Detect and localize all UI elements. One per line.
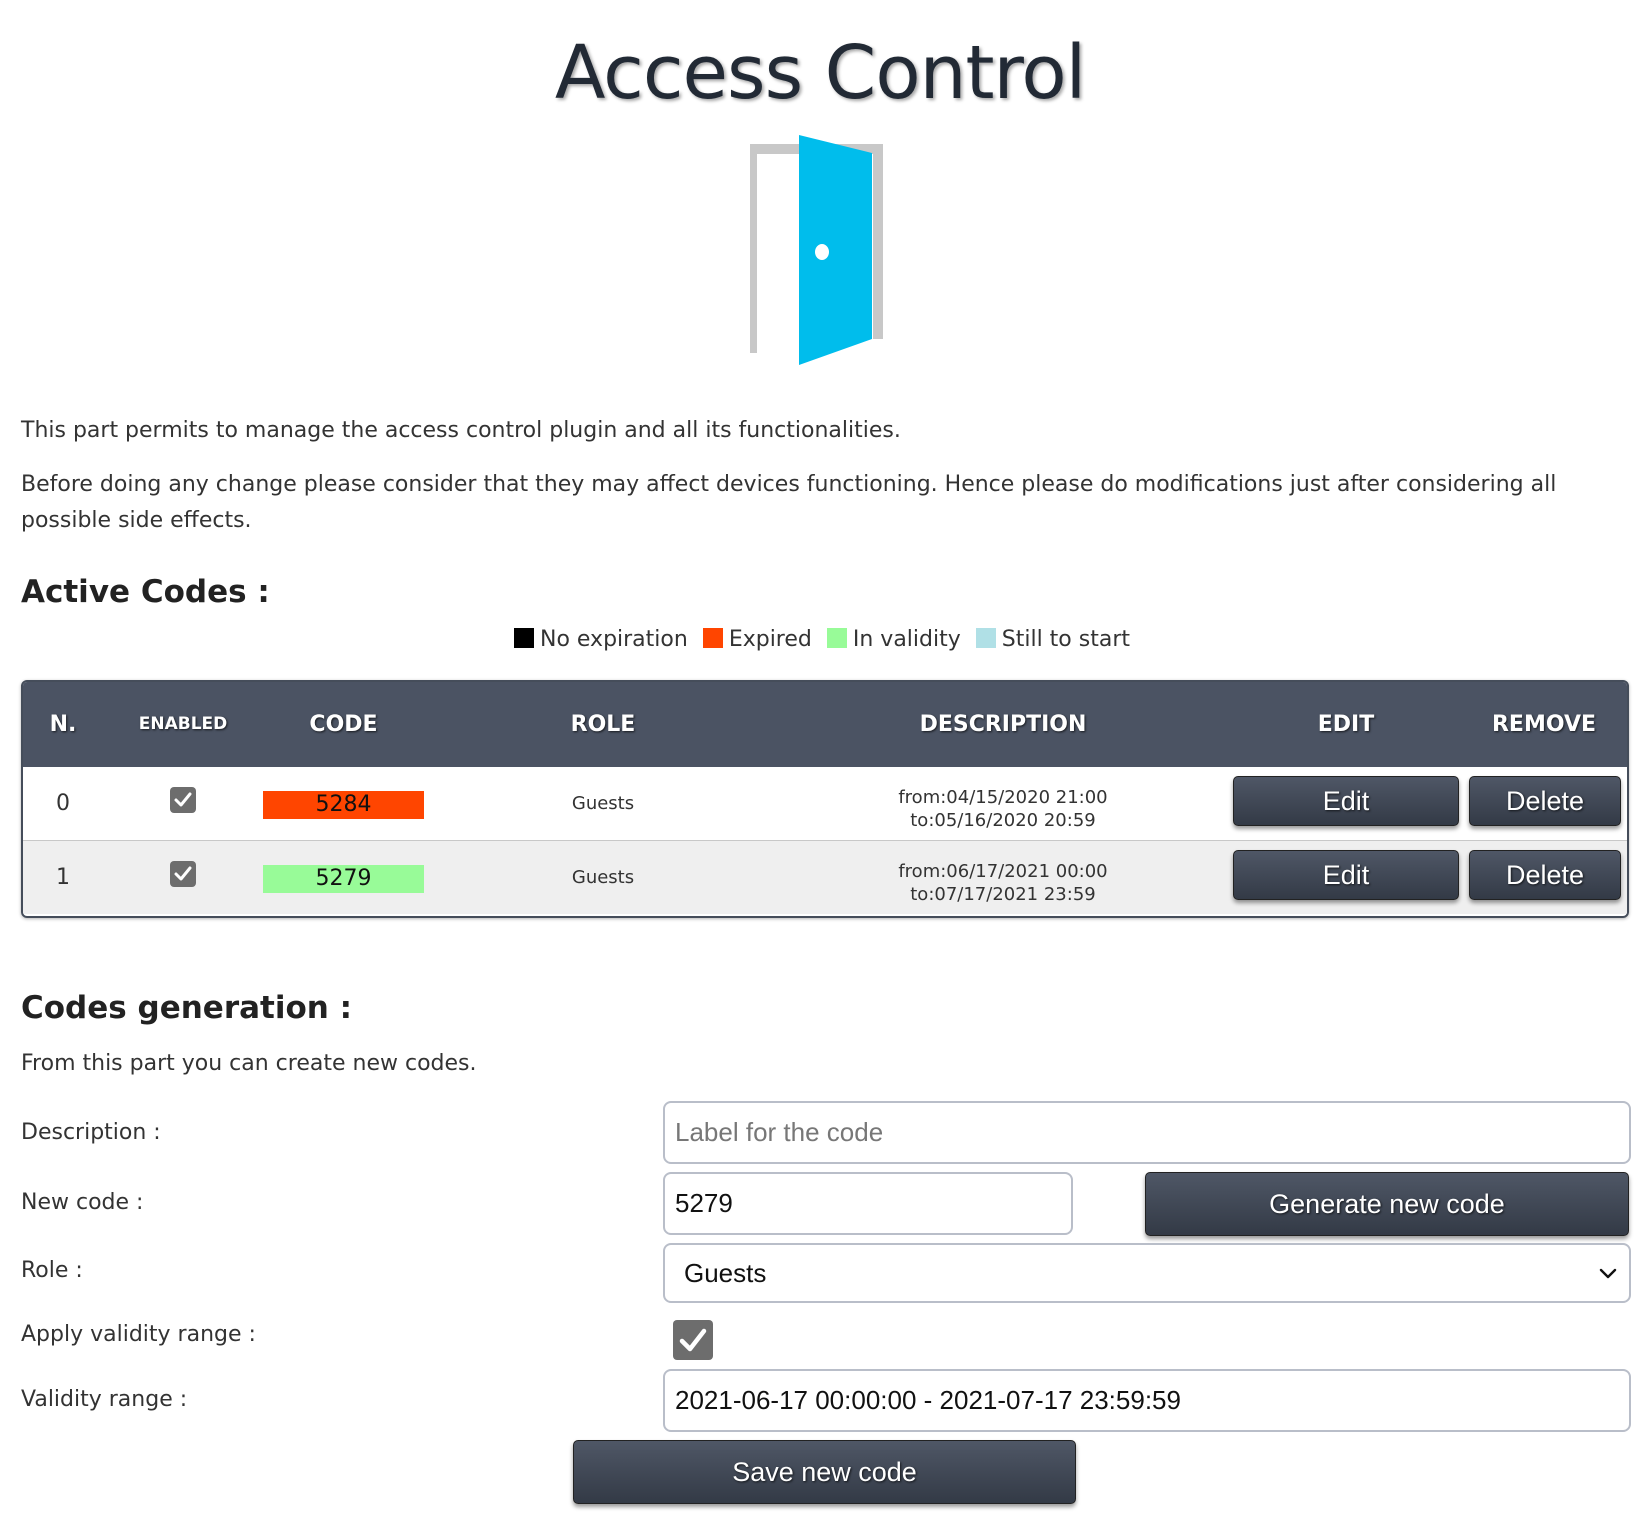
description-cell: [803, 841, 1203, 914]
column-header-role: ROLE: [570, 712, 636, 737]
table-row: [23, 767, 1627, 841]
code-cell: [263, 841, 424, 914]
active-codes-heading: Active Codes :: [21, 574, 270, 610]
legend-item-still-to-start: Still to start: [970, 627, 1130, 652]
new-code-label: New code :: [21, 1190, 144, 1215]
generation-intro: From this part you can create new codes.: [21, 1051, 477, 1076]
role-select[interactable]: [663, 1243, 1631, 1303]
enabled-cell: [103, 841, 263, 914]
legend: [0, 627, 1640, 652]
code-value: 5279: [263, 865, 424, 893]
code-cell: [263, 767, 424, 840]
warning-text: Before doing any change please consider that they may affect devices functioning. Hence please do modifications just after considering all possible side effects.: [21, 472, 1557, 533]
legend-item-no-expiration: No expiration: [508, 627, 688, 652]
code-value: 5284: [263, 791, 424, 819]
table-row: [23, 841, 1627, 914]
description-input[interactable]: Label for the code: [663, 1101, 1631, 1164]
validity-range-label: Validity range :: [21, 1387, 188, 1412]
column-header-description: DESCRIPTION: [919, 712, 1087, 737]
enabled-checkbox[interactable]: [170, 861, 196, 887]
intro-text: This part permits to manage the access control plugin and all its functionalities.: [21, 418, 901, 443]
column-header-enabled: ENABLED: [138, 714, 228, 734]
role-value: Guests: [571, 867, 635, 888]
column-header-remove: REMOVE: [1491, 712, 1597, 737]
legend-swatch: [976, 628, 996, 648]
role-selected-value: Guests: [684, 1257, 767, 1288]
edit-button[interactable]: Edit: [1233, 850, 1459, 900]
delete-button[interactable]: Delete: [1469, 850, 1621, 900]
role-label: Role :: [21, 1258, 83, 1283]
table-header: [23, 682, 1627, 767]
save-new-code-button[interactable]: Save new code: [573, 1440, 1076, 1504]
validity-range-input[interactable]: 2021-06-17 00:00:00 - 2021-07-17 23:59:59: [663, 1369, 1631, 1432]
description-cell: [803, 767, 1203, 840]
role-value: Guests: [571, 793, 635, 814]
valid-from: from:04/15/2020 21:00: [898, 786, 1108, 808]
legend-swatch: [703, 628, 723, 648]
column-header-edit: EDIT: [1317, 712, 1375, 737]
new-code-input[interactable]: 5279: [663, 1172, 1073, 1235]
chevron-down-icon: [1599, 1264, 1617, 1282]
apply-validity-label: Apply validity range :: [21, 1322, 256, 1347]
valid-to: to:05/16/2020 20:59: [910, 809, 1096, 831]
checkmark-icon: [677, 1324, 709, 1356]
column-header-code: CODE: [309, 712, 378, 737]
delete-button[interactable]: Delete: [1469, 776, 1621, 826]
enabled-checkbox[interactable]: [170, 787, 196, 813]
legend-swatch: [514, 628, 534, 648]
edit-button[interactable]: Edit: [1233, 776, 1459, 826]
valid-from: from:06/17/2021 00:00: [898, 860, 1108, 882]
generate-new-code-button[interactable]: Generate new code: [1145, 1172, 1629, 1236]
door-icon: [750, 135, 895, 365]
row-number: 1: [56, 865, 70, 890]
valid-to: to:07/17/2021 23:59: [910, 883, 1096, 905]
apply-validity-checkbox[interactable]: [673, 1320, 713, 1360]
enabled-cell: [103, 767, 263, 840]
codes-table: [21, 680, 1629, 918]
page-title: Access Control: [554, 30, 1086, 116]
codes-generation-heading: Codes generation :: [21, 990, 353, 1026]
legend-swatch: [827, 628, 847, 648]
row-number: 0: [56, 791, 70, 816]
description-label: Description :: [21, 1120, 161, 1145]
legend-item-expired: Expired: [697, 627, 812, 652]
column-header-n: N.: [49, 712, 77, 737]
legend-item-in-validity: In validity: [821, 627, 961, 652]
